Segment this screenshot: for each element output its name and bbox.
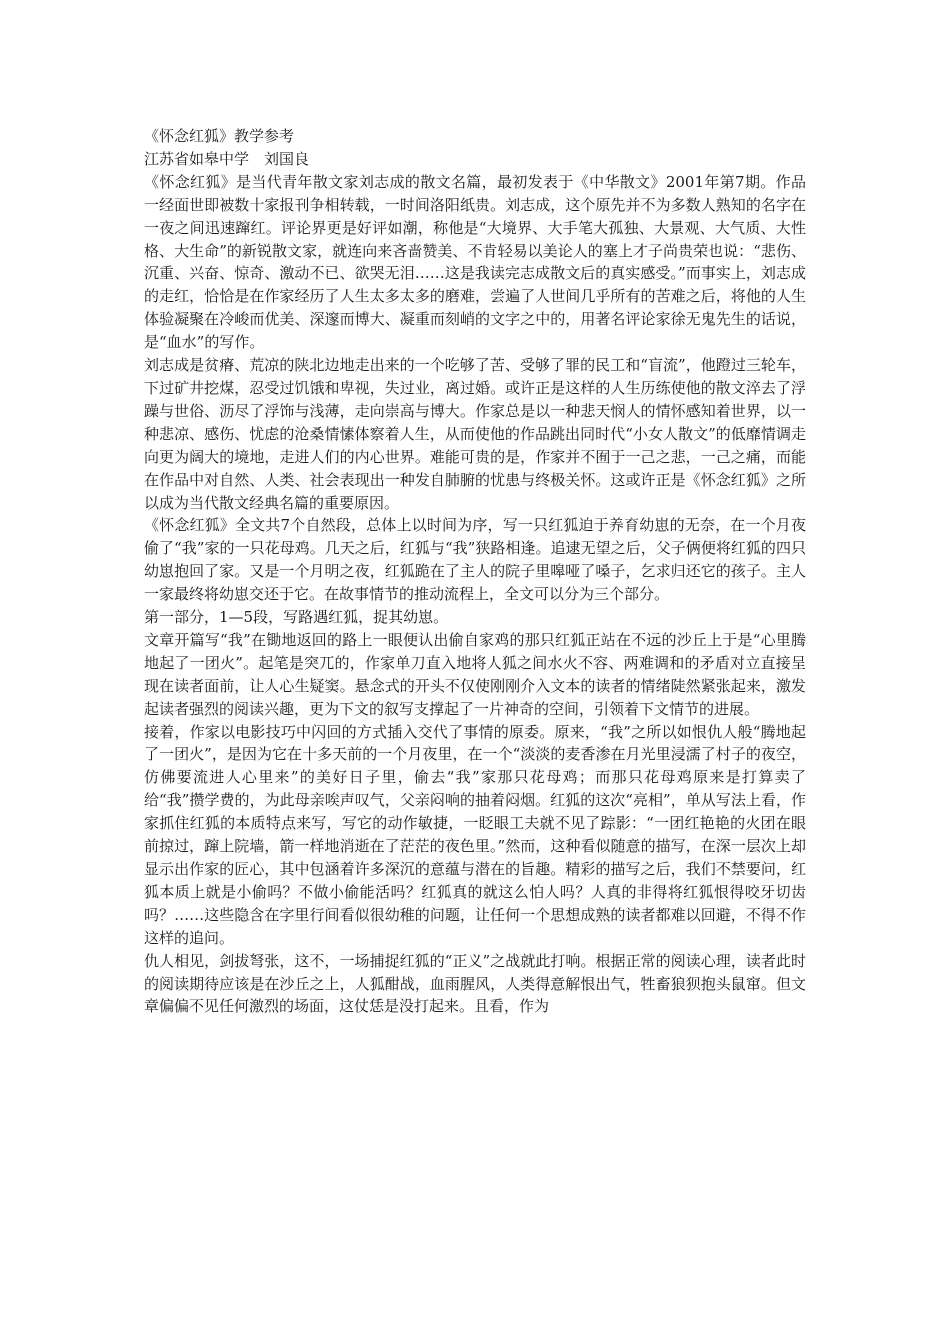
paragraph: 《怀念红狐》全文共7个自然段，总体上以时间为序，写一只红狐迫于养育幼崽的无奈，在一个月夜偷了“我”家的一只花母鸡。几天之后，红狐与“我”狭路相逢。追逮无望之后，父子俩便将红狐的四只幼崽抱回了家。又是一个月明之夜，红狐跪在了主人的院子里嗥哑了嗓子，乞求归还它的孩子。主人一家最终将幼崽交还于它。在故事情节的推动流程上，全文可以分为三个部分。 [144,516,806,604]
paragraph: 刘志成是贫瘠、荒凉的陕北边地走出来的一个吃够了苦、受够了罪的民工和“盲流”，他蹬过三轮车，下过矿井挖煤，忍受过饥饿和卑视，失过业，离过婚。或许正是这样的人生历练使他的散文淬去了浮躁与世俗、沥尽了浮饰与浅薄，走向崇高与博大。作家总是以一种悲天悯人的情怀感知着世界，以一种悲凉、感伤、忧虑的沧桑情愫体察着人生，从而使他的作品跳出同时代“小女人散文”的低靡情调走向更为阔大的境地，走进人们的内心世界。难能可贵的是，作家并不囿于一己之悲，一己之痛，而能在作品中对自然、人类、社会表现出一种发自肺腑的忧患与终极关怀。这或许正是《怀念红狐》之所以成为当代散文经典名篇的重要原因。 [144,356,806,512]
document-author: 江苏省如皋中学 刘国良 [144,149,310,168]
document-page [144,125,806,1018]
paragraph: 仇人相见，剑拔弩张，这不，一场捕捉红狐的“正义”之战就此打响。根据正常的阅读心理，读者此时的阅读期待应该是在沙丘之上，人狐酣战，血雨腥风，人类得意解恨出气，牲畜狼狈抱头鼠窜。但文章偏偏不见任何激烈的场面，这仗恁是没打起来。且看，作为 [144,951,806,1016]
document-title: 《怀念红狐》教学参考 [144,127,295,145]
paragraph: 文章开篇写“我”在锄地返回的路上一眼便认出偷自家鸡的那只红狐正站在不远的沙丘上于是“心里腾地起了一团火”。起笔是突兀的，作家单刀直入地将人狐之间水火不容、两难调和的矛盾对立直接呈现在读者面前，让人心生疑窦。悬念式的开头不仅使刚刚介入文本的读者的情绪陡然紧张起来，激发起读者强烈的阅读兴趣，更为下文的叙写支撑起了一片神奇的空间，引领着下文情节的进展。 [144,630,806,718]
paragraph: 第一部分，1—5段，写路遇红狐，捉其幼崽。 [144,608,449,627]
paragraph: 《怀念红狐》是当代青年散文家刘志成的散文名篇，最初发表于《中华散文》2001年第7期。作品一经面世即被数十家报刊争相转载，一时间洛阳纸贵。刘志成，这个原先并不为多数人熟知的名字在一夜之间迅速蹿红。评论界更是好评如潮，称他是“大境界、大手笔大孤独、大景观、大气质、大性格、大生命”的新锐散文家，就连向来吝啬赞美、不肯轻易以美论人的塞上才子尚贵荣也说：“悲伤、沉重、兴奋、惊奇、激动不已、欲哭无泪……这是我读完志成散文后的真实感受。”而事实上，刘志成的走红，恰恰是在作家经历了人生太多太多的磨难，尝遍了人世间几乎所有的苦难之后，将他的人生体验凝聚在冷峻而优美、深邃而博大、凝重而刻峭的文字之中的，用著名评论家徐无鬼先生的话说，是“血水”的写作。 [144,172,806,352]
paragraph: 接着，作家以电影技巧中闪回的方式插入交代了事情的原委。原来，“我”之所以如恨仇人般“腾地起了一团火”，是因为它在十多天前的一个月夜里，在一个“淡淡的麦香渗在月光里浸濡了村子的夜空，仿佛要流进人心里来”的美好日子里，偷去“我”家那只花母鸡；而那只花母鸡原来是打算卖了给“我”攒学费的，为此母亲唉声叹气，父亲闷响的抽着闷烟。红狐的这次“亮相”，单从写法上看，作家抓住红狐的本质特点来写，写它的动作敏捷，一眨眼工夫就不见了踪影：“一团红艳艳的火团在眼前掠过，蹿上院墙，箭一样地消逝在了茫茫的夜色里。”然而，这种看似随意的描写，在深一层次上却显示出作家的匠心，其中包涵着许多深沉的意蕴与潜在的旨趣。精彩的描写之后，我们不禁要问，红狐本质上就是小偷吗？不做小偷能活吗？红狐真的就这么怕人吗？人真的非得将红狐恨得咬牙切齿吗？……这些隐含在字里行间看似很幼稚的问题，让任何一个思想成熟的读者都难以回避，不得不作这样的追问。 [144,722,806,947]
